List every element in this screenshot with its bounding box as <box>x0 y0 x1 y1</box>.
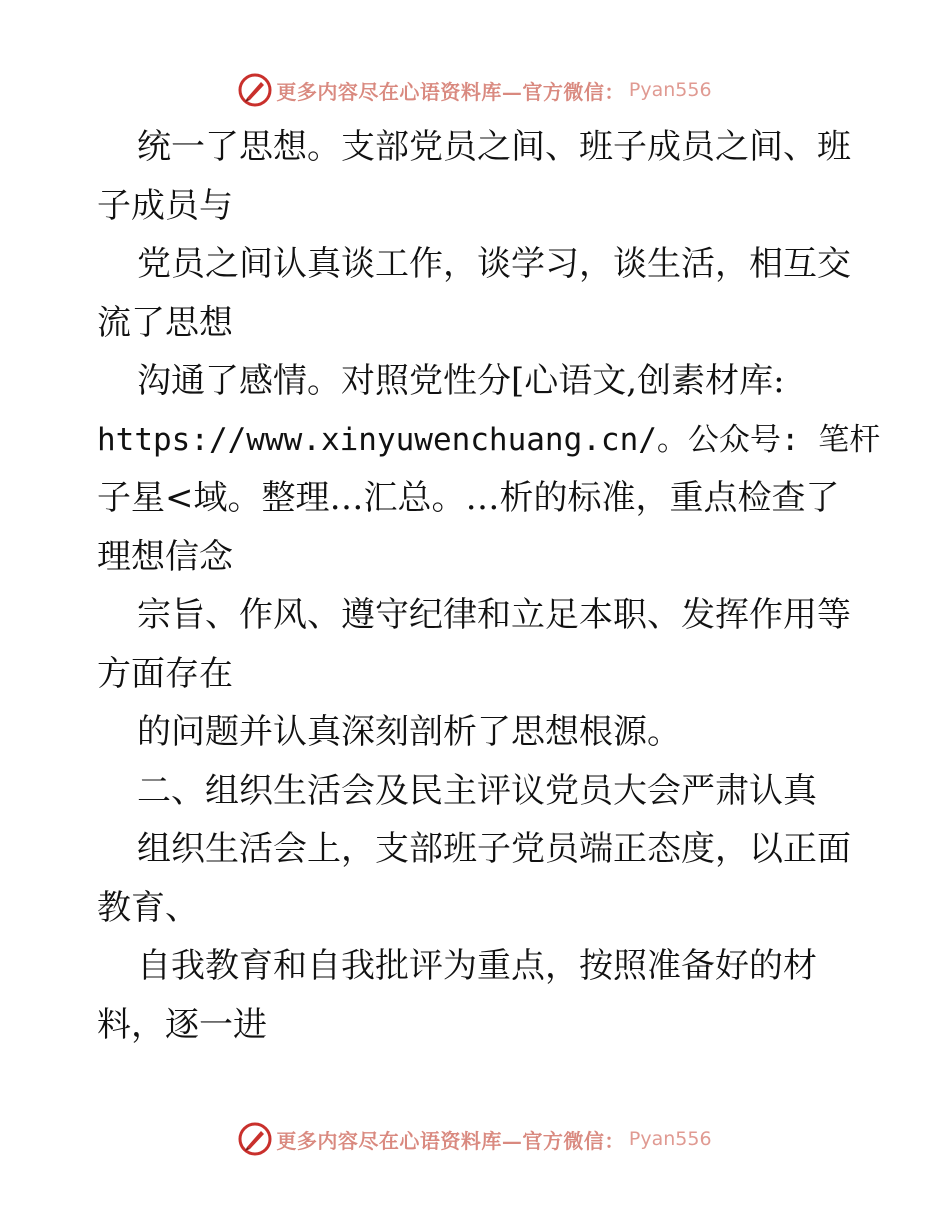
text-line: 组织生活会上，支部班子党员端正态度，以正面 <box>137 829 851 869</box>
text-line: https://www.xinyuwenchuang.cn/。公众号: 笔杆 <box>97 421 881 458</box>
text-line: 的问题并认真深刻剖析了思想根源。 <box>137 712 681 752</box>
text-line: 二、组织生活会及民主评议党员大会严肃认真 <box>137 770 817 811</box>
text-line: 沟通了感情。对照党性分[心语文,创素材库: <box>137 361 785 401</box>
text-line: 统一了思想。支部党员之间、班子成员之间、班 <box>137 127 851 167</box>
text-line: 方面存在 <box>97 653 233 694</box>
text-line: 子星<域。整理…汇总。…析的标准，重点检查了 <box>97 478 840 518</box>
text-line: 理想信念 <box>97 536 233 577</box>
watermark-text: 更多内容尽在心语资料库—官方微信： <box>276 1128 625 1153</box>
text-line: 党员之间认真谈工作，谈学习，谈生活，相互交 <box>137 244 851 284</box>
watermark-wechat-id: Pyan556 <box>628 1128 712 1150</box>
document-body <box>97 118 881 1054</box>
text-line: 流了思想 <box>97 302 233 343</box>
footer-watermark <box>0 1119 950 1159</box>
text-line: 自我教育和自我批评为重点，按照准备好的材 <box>137 946 817 986</box>
watermark-wechat-id: Pyan556 <box>628 79 712 101</box>
text-line: 子成员与 <box>97 185 233 226</box>
quill-pen-logo-icon <box>238 73 272 107</box>
text-line: 料，逐一进 <box>97 1004 267 1045</box>
text-line: 宗旨、作风、遵守纪律和立足本职、发挥作用等 <box>137 595 851 635</box>
quill-pen-logo-icon <box>238 1122 272 1156</box>
text-line: 教育、 <box>97 887 199 928</box>
header-watermark <box>0 70 950 110</box>
watermark-text: 更多内容尽在心语资料库—官方微信： <box>276 79 625 104</box>
